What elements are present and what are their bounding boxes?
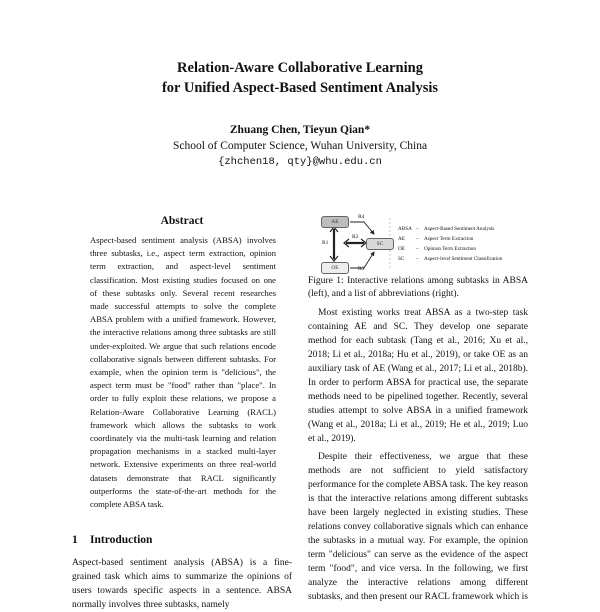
- section-number: 1: [72, 534, 78, 546]
- legend-row: [398, 244, 502, 254]
- author-block: [0, 122, 600, 170]
- figure-caption: [308, 275, 528, 301]
- legend-dash: –: [416, 256, 419, 262]
- legend-full: Aspect-Based Sentiment Analysis: [424, 226, 495, 232]
- paragraph-1: Most existing works treat ABSA as a two-step task containing AE and SC. They develop one separate method for each subtask (Tang et al., 2016; Xu et al., 2018; Li et al., 2018a; Hu et al., 2019), or take OE as an auxiliary task of AE (Wang et al., 2017; Li et al., 2018b). In order to perform ABSA for practical use, the separate methods need to be pipelined together. Recently, several studies attempt to solve ABSA in a unified framework (Wang et al., 2018a; Li et al., 2019; He et al., 2019; Luo et al., 2019).: [308, 308, 528, 444]
- node-oe: OE: [321, 262, 349, 274]
- right-column-body: [308, 306, 528, 604]
- label-r3: R3: [358, 266, 365, 272]
- legend-full: Opinion Term Extraction: [424, 246, 476, 252]
- legend-full: Aspect Term Extraction: [424, 236, 474, 242]
- legend-dash: –: [416, 226, 419, 232]
- legend-dash: –: [416, 246, 419, 252]
- introduction-text: Aspect-based sentiment analysis (ABSA) is a fine-grained task which aims to summarize the opinions of users towards specific aspects in a sentence. ABSA normally involves three subtasks, namely: [72, 558, 292, 610]
- legend-row: [398, 224, 502, 234]
- legend-dash: –: [416, 236, 419, 242]
- caption-text: Figure 1: Interactive relations among subtasks in ABSA (left), and a list of abbreviations (right).: [308, 276, 528, 299]
- legend-abbr: ABSA: [398, 226, 412, 232]
- author-email: {zhchen18, qty}@whu.edu.cn: [218, 156, 382, 168]
- label-r4: R4: [358, 214, 365, 220]
- label-r1: R1: [322, 240, 329, 246]
- paper-title: [0, 58, 600, 98]
- abstract-heading: Abstract: [160, 215, 204, 227]
- legend-row: [398, 254, 502, 264]
- legend-abbr: AE: [398, 236, 405, 242]
- paragraph-2: Despite their effectiveness, we argue that these methods are not sufficient to yield satisfactory performance for the complete ABSA task. The key reason is that the interactive relations among different subtasks have been largely neglected in existing studies. These relations convey collaborative signals which can enhance the subtasks in a mutual way. For example, the opinion term "delicious" can serve as the evidence of the aspect term "food", and vice versa. In the following, we first analyze the interactive relations among different subtasks, and then present our RACL framework which is: [308, 452, 528, 602]
- abbreviation-legend: [398, 224, 502, 264]
- author-names: Zhuang Chen, Tieyun Qian*: [229, 124, 371, 136]
- label-r2: R2: [352, 234, 359, 240]
- section-heading-introduction: [72, 534, 152, 546]
- section-title: Introduction: [90, 534, 153, 546]
- title-line-2: for Unified Aspect-Based Sentiment Analysis: [161, 80, 439, 96]
- legend-abbr: OE: [398, 246, 405, 252]
- introduction-body: [72, 556, 292, 612]
- node-ae: AE: [321, 216, 349, 228]
- abstract-body: [90, 234, 276, 511]
- legend-full: Aspect-level Sentiment Classification: [424, 256, 503, 262]
- relation-arrow-r4: [350, 222, 374, 234]
- legend-row: [398, 234, 502, 244]
- affiliation: School of Computer Science, Wuhan University, China: [172, 140, 428, 152]
- legend-abbr: SC: [398, 256, 405, 262]
- abstract-text: Aspect-based sentiment analysis (ABSA) involves three subtasks, i.e., aspect term extraction, opinion term extraction, and aspect-level sentiment classification. Most existing studies focused on one of these subtasks only. Several recent researches made successful attempts to solve the complete ABSA problem with a unified framework. However, the interactive relations among three subtasks are still under-exploited. We argue that such relations encode collaborative signals between different subtasks. For example, when the opinion term is "delicious", the aspect term must be "food" rather than "place". In order to fully exploit these relations, we propose a Relation-Aware Collaborative Learning (RACL) framework which allows the subtasks to work coordinately via the multi-task learning and relation propagation mechanisms in a stacked multi-layer network. Extensive experiments on three real-world datasets demonstrate that RACL significantly outperforms the state-of-the-art methods for the complete ABSA task.: [90, 235, 276, 510]
- title-line-1: Relation-Aware Collaborative Learning: [177, 60, 423, 76]
- node-sc: SC: [366, 238, 394, 250]
